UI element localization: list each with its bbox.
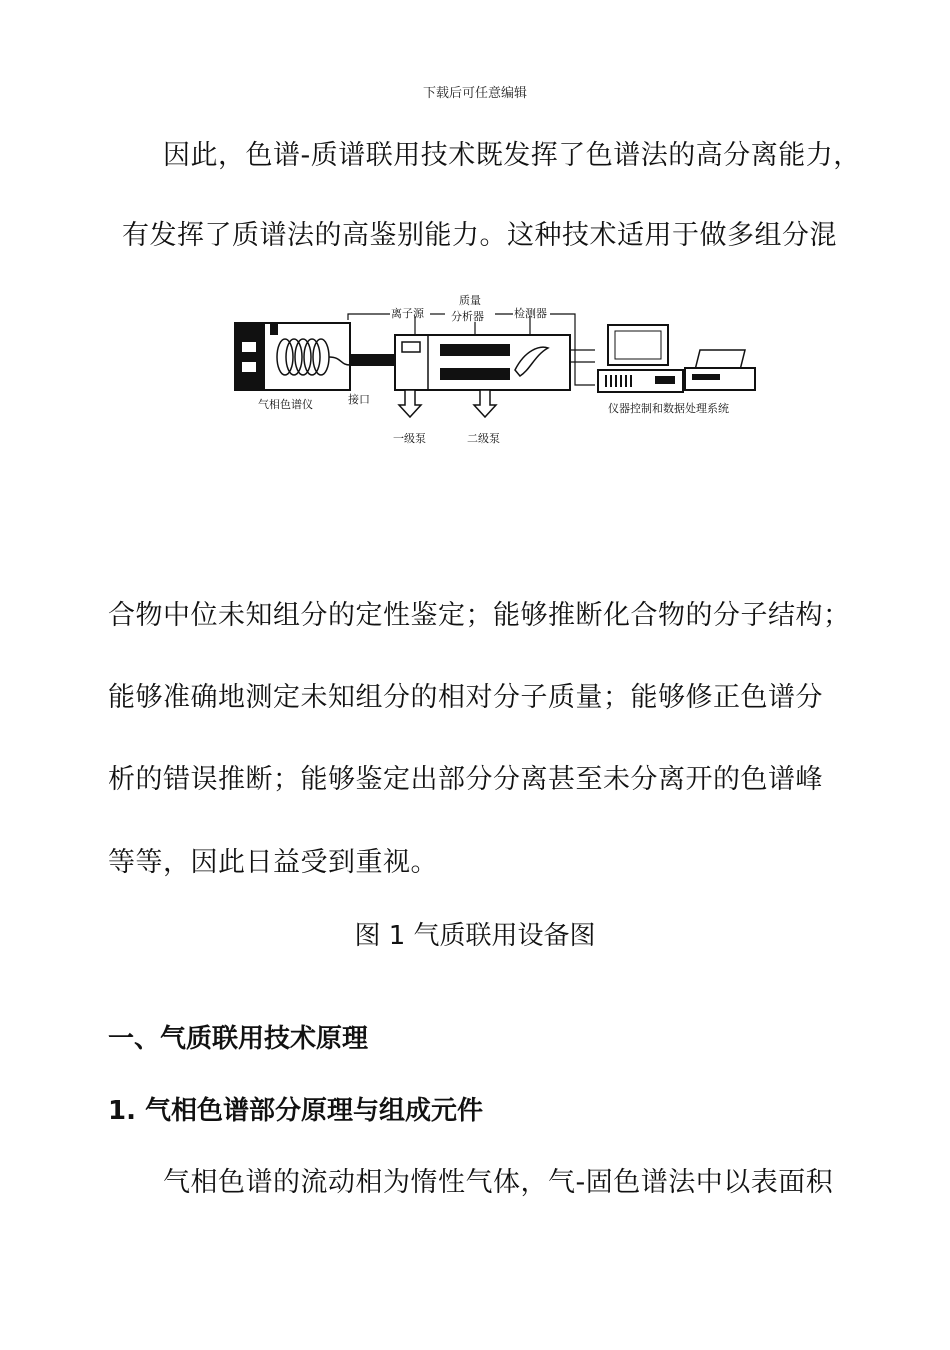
quadrupole-rod	[440, 368, 510, 380]
monitor-screen	[615, 331, 661, 359]
label-pump-1: 一级泵	[393, 432, 426, 445]
subsection-heading: 1. 气相色谱部分原理与组成元件	[108, 1096, 484, 1126]
gc-panel	[235, 323, 265, 390]
paragraph-2-line-4: 等等，因此日益受到重视。	[108, 847, 438, 878]
label-gc: 气相色谱仪	[258, 398, 313, 411]
ms-body	[395, 335, 570, 390]
gcms-equipment-figure	[230, 290, 760, 455]
label-mass-analyzer-2: 分析器	[451, 310, 484, 323]
label-data-system: 仪器控制和数据处理系统	[608, 402, 729, 415]
paragraph-1-line-1: 因此，色谱-质谱联用技术既发挥了色谱法的高分离能力，	[163, 140, 861, 171]
label-detector: 检测器	[514, 307, 547, 320]
bracket-line	[348, 314, 390, 320]
gc-display	[242, 362, 256, 372]
quadrupole-rod	[440, 344, 510, 356]
label-interface: 接口	[348, 393, 370, 406]
paragraph-2-line-1: 合物中位未知组分的定性鉴定；能够推断化合物的分子结构；	[108, 600, 851, 631]
paragraph-2-line-2: 能够准确地测定未知组分的相对分子质量；能够修正色谱分	[108, 682, 823, 713]
computer-drive	[655, 376, 675, 384]
label-ion-source: 离子源	[391, 307, 424, 320]
paragraph-2-line-3: 析的错误推断；能够鉴定出部分分离甚至未分离开的色谱峰	[108, 764, 823, 795]
pump-arrow-1	[399, 390, 421, 417]
gc-indicator	[270, 323, 278, 335]
interface-tube	[350, 354, 395, 366]
label-mass-analyzer-1: 质量	[459, 294, 481, 307]
ion-source-element	[402, 342, 420, 352]
section-heading: 一、气质联用技术原理	[108, 1024, 369, 1054]
section-paragraph: 气相色谱的流动相为惰性气体，气-固色谱法中以表面积	[163, 1167, 834, 1198]
label-pump-2: 二级泵	[467, 432, 500, 445]
gcms-diagram	[230, 290, 760, 455]
paragraph-1-line-2: 有发挥了质谱法的高鉴别能力。这种技术适用于做多组分混	[122, 220, 837, 251]
figure-caption: 图 1 气质联用设备图	[354, 921, 596, 951]
gc-display	[242, 342, 256, 352]
page-header: 下载后可任意编辑	[422, 86, 527, 101]
printer-slot	[692, 374, 720, 380]
pump-arrow-2	[474, 390, 496, 417]
